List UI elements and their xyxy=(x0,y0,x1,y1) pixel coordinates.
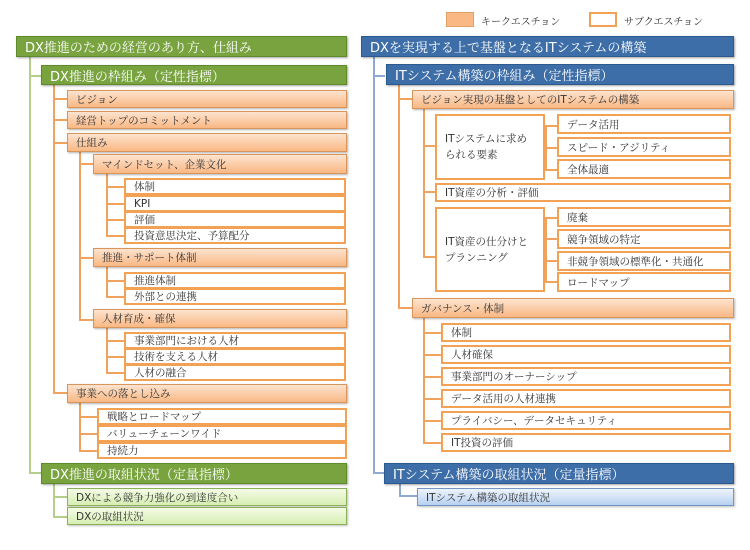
connector-line xyxy=(373,75,385,77)
connector-line xyxy=(423,318,425,443)
connector-line xyxy=(106,235,124,237)
sub-planning-item-3: ロードマップ xyxy=(557,272,731,292)
sub-governance-item-3: データ活用の人材連携 xyxy=(441,389,731,408)
connector-line xyxy=(106,327,108,374)
connector-line xyxy=(106,266,108,298)
connector-line xyxy=(423,332,441,334)
sub-requirements: ITシステムに求められる要素 xyxy=(435,114,545,180)
sub-mindset-item-3: 投資意思決定、予算配分 xyxy=(124,227,346,244)
connector-line xyxy=(79,163,93,165)
connector-line xyxy=(106,186,124,188)
connector-line xyxy=(545,217,557,219)
connector-line xyxy=(423,442,441,444)
connector-line xyxy=(53,392,67,394)
right-framework-header: ITシステム構築の枠組み（定性指標） xyxy=(386,64,734,85)
connector-line xyxy=(545,217,547,283)
connector-line xyxy=(423,108,425,257)
connector-line xyxy=(79,152,81,320)
connector-line xyxy=(53,84,55,393)
legend-key-swatch xyxy=(446,12,474,27)
sub-requirements-item-0: データ活用 xyxy=(557,114,731,134)
sub-planning-item-1: 競争領域の特定 xyxy=(557,229,731,249)
sub-analysis: IT資産の分析・評価 xyxy=(435,183,731,202)
connector-line xyxy=(79,433,97,435)
left-status-header: DX推進の取組状況（定量指標） xyxy=(41,463,347,484)
left-status-item-1: DXの取組状況 xyxy=(67,507,347,525)
connector-line xyxy=(53,119,67,121)
right-title: DXを実現する上で基盤となるITシステムの構築 xyxy=(361,36,734,57)
connector-line xyxy=(398,98,412,100)
connector-line xyxy=(545,238,557,240)
legend-key-label: キークエスチョン xyxy=(481,17,561,28)
sub-requirements-item-2: 全体最適 xyxy=(557,159,731,179)
left-framework-header: DX推進の枠組み（定性指標） xyxy=(41,65,347,85)
connector-line xyxy=(79,257,93,259)
connector-line xyxy=(423,398,441,400)
sub-talent-item-2: 人材の融合 xyxy=(124,364,346,381)
legend-sub-swatch xyxy=(589,12,617,27)
connector-line xyxy=(106,203,124,205)
connector-line xyxy=(106,219,124,221)
connector-line xyxy=(106,280,124,282)
sub-governance-item-4: プライバシー、データセキュリティ xyxy=(441,411,731,430)
connector-line xyxy=(79,402,81,452)
connector-line xyxy=(106,372,124,374)
key-talent: 人材育成・確保 xyxy=(93,309,347,328)
sub-planning: IT資産の仕分けとプランニング xyxy=(435,207,545,292)
connector-line xyxy=(53,484,55,518)
connector-line xyxy=(399,495,417,497)
sub-governance-item-2: 事業部門のオーナーシップ xyxy=(441,367,731,386)
sub-support-item-0: 推進体制 xyxy=(124,272,346,289)
connector-line xyxy=(29,75,41,77)
connector-line xyxy=(79,450,97,452)
connector-line xyxy=(79,319,93,321)
key-vision: ビジョン xyxy=(67,90,347,108)
connector-line xyxy=(106,296,124,298)
sub-mindset-item-1: KPI xyxy=(124,195,346,212)
connector-line xyxy=(545,260,557,262)
connector-line xyxy=(423,376,441,378)
connector-line xyxy=(398,85,400,309)
connector-line xyxy=(545,147,557,149)
connector-line xyxy=(398,307,412,309)
connector-line xyxy=(106,173,108,237)
key-governance: ガバナンス・体制 xyxy=(412,298,734,318)
connector-line xyxy=(29,56,31,474)
connector-line xyxy=(423,354,441,356)
right-status-item-0: ITシステム構築の取組状況 xyxy=(417,488,734,506)
sub-governance-item-5: IT投資の評価 xyxy=(441,433,731,452)
key-support: 推進・サポート体制 xyxy=(93,248,347,267)
key-commitment: 経営トップのコミットメント xyxy=(67,111,347,129)
connector-line xyxy=(545,125,557,127)
key-mindset: マインドセット、企業文化 xyxy=(93,154,347,174)
left-status-item-0: DXによる競争力強化の到達度合い xyxy=(67,488,347,506)
connector-line xyxy=(106,340,124,342)
connector-line xyxy=(545,281,557,283)
legend-sub-label: サブクエスチョン xyxy=(624,17,703,28)
connector-line xyxy=(79,416,97,418)
connector-line xyxy=(53,496,67,498)
sub-planning-item-0: 廃棄 xyxy=(557,207,731,227)
key-mechanism: 仕組み xyxy=(67,133,347,152)
connector-line xyxy=(53,98,67,100)
connector-line xyxy=(423,256,435,258)
sub-business-item-0: 戦略とロードマップ xyxy=(97,408,347,425)
sub-talent-item-1: 技術を支える人材 xyxy=(124,348,346,365)
connector-line xyxy=(53,142,67,144)
key-business: 事業への落とし込み xyxy=(67,384,347,403)
sub-mindset-item-0: 体制 xyxy=(124,178,346,195)
left-title: DX推進のための経営のあり方、仕組み xyxy=(16,36,347,57)
connector-line xyxy=(423,145,435,147)
sub-governance-item-1: 人材確保 xyxy=(441,345,731,364)
sub-talent-item-0: 事業部門における人材 xyxy=(124,332,346,349)
connector-line xyxy=(106,356,124,358)
connector-line xyxy=(373,56,375,474)
connector-line xyxy=(423,420,441,422)
sub-mindset-item-2: 評価 xyxy=(124,211,346,228)
right-status-header: ITシステム構築の取組状況（定量指標） xyxy=(384,463,734,484)
sub-requirements-item-1: スピード・アジリティ xyxy=(557,137,731,157)
sub-governance-item-0: 体制 xyxy=(441,323,731,342)
connector-line xyxy=(29,472,41,474)
sub-business-item-1: バリューチェーンワイド xyxy=(97,425,347,442)
sub-business-item-2: 持続力 xyxy=(97,442,347,459)
sub-support-item-1: 外部との連携 xyxy=(124,288,346,305)
sub-planning-item-2: 非競争領域の標準化・共通化 xyxy=(557,251,731,271)
connector-line xyxy=(53,516,67,518)
key-vision-it: ビジョン実現の基盤としてのITシステムの構築 xyxy=(412,90,734,109)
connector-line xyxy=(545,169,557,171)
connector-line xyxy=(423,191,435,193)
